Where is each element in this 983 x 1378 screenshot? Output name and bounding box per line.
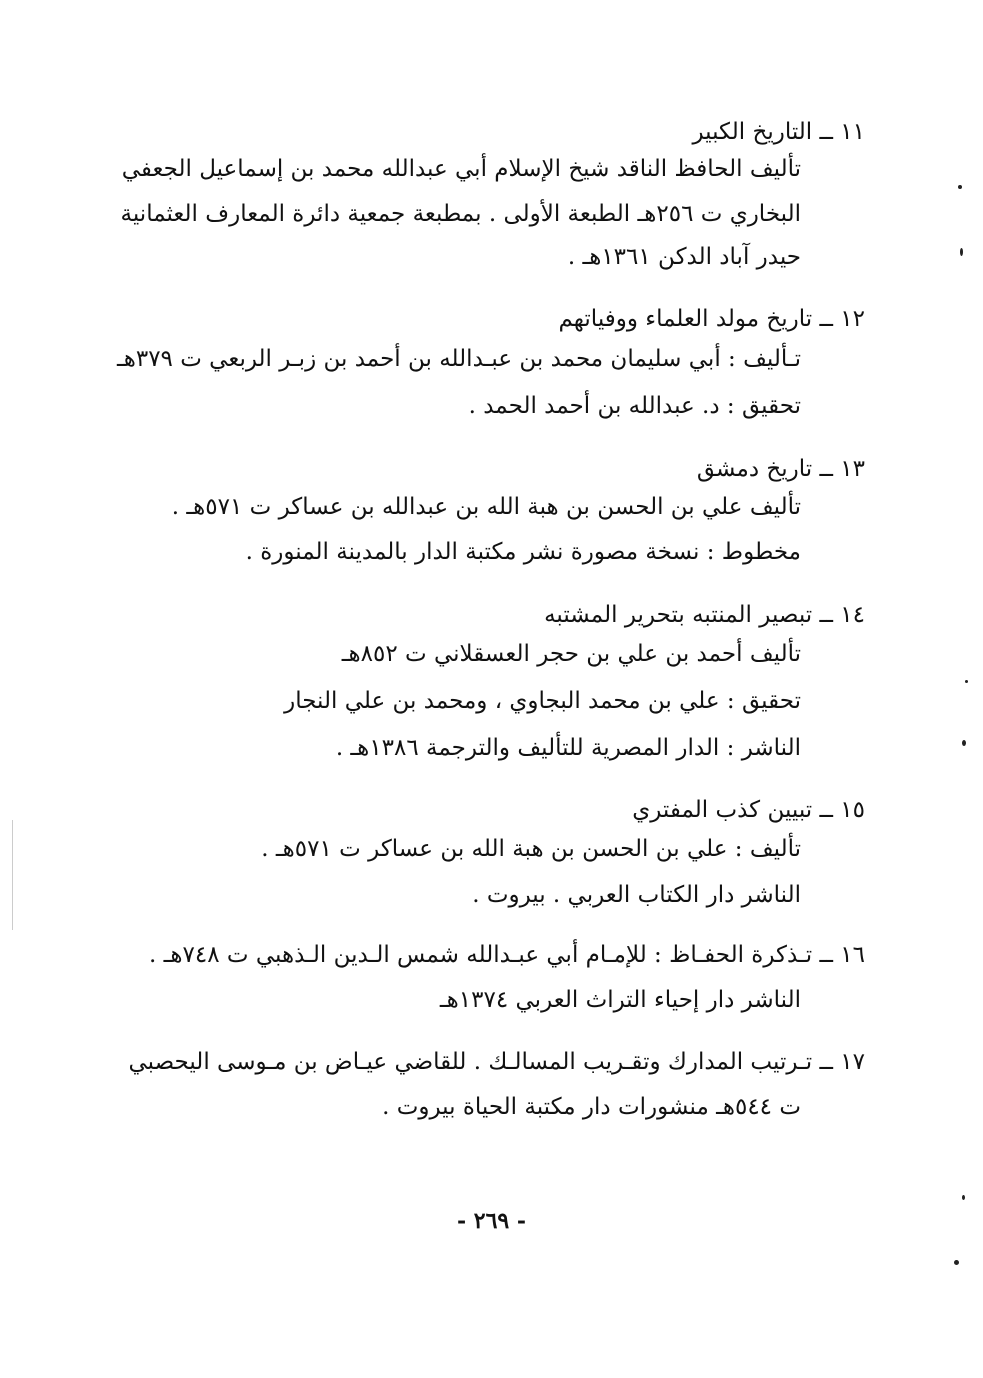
- entry-14-heading: ١٤ ــ تبصير المنتبه بتحرير المشتبه: [544, 602, 865, 628]
- entry-14-line-1: تأليف أحمد بن علي بن حجر العسقلاني ت ٨٥٢هـ: [341, 641, 801, 667]
- scan-speck: [965, 680, 968, 683]
- entry-15-line-2: الناشر دار الكتاب العربي . بيروت .: [472, 882, 801, 908]
- scan-speck: [960, 248, 963, 256]
- entry-14-line-3: الناشر : الدار المصرية للتأليف والترجمة ١٣٨٦هـ .: [335, 735, 801, 761]
- scan-speck: [962, 1195, 965, 1200]
- entry-12-line-1: تـأليف : أبي سليمان محمد بن عبـدالله بن أحمد بن زبـر الربعي ت ٣٧٩هـ: [116, 346, 801, 372]
- entry-13-line-1: تأليف علي بن الحسن بن هبة الله بن عبدالله بن عساكر ت ٥٧١هـ .: [171, 494, 801, 520]
- entry-17-heading: ١٧ ــ تـرتيب المدارك وتقـريب المسالـك . للقاضي عيـاض بن مـوسى اليحصبي: [128, 1049, 865, 1075]
- entry-15-line-1: تأليف : علي بن الحسن بن هبة الله بن عساكر ت ٥٧١هـ .: [261, 836, 801, 862]
- entry-11-heading: ١١ ــ التاريخ الكبير: [692, 119, 865, 145]
- scan-speck: [954, 1260, 959, 1265]
- entry-12-heading: ١٢ ــ تاريخ مولد العلماء ووفياتهم: [558, 306, 865, 332]
- page-number: - ٢٦٩ -: [456, 1208, 527, 1234]
- entry-17-line-1: ت ٥٤٤هـ منشورات دار مكتبة الحياة بيروت .: [382, 1094, 801, 1120]
- entry-13-heading: ١٣ ــ تاريخ دمشق: [696, 456, 865, 482]
- entry-16-line-1: الناشر دار إحياء التراث العربي ١٣٧٤هـ: [439, 987, 801, 1013]
- entry-13-line-2: مخطوط : نسخة مصورة نشر مكتبة الدار بالمدينة المنورة .: [245, 539, 801, 565]
- entry-16-heading: ١٦ ــ تـذكرة الحفـاظ : للإمـام أبي عبـدالله شمس الـدين الـذهبي ت ٧٤٨هـ .: [149, 942, 865, 968]
- entry-12-line-2: تحقيق : د. عبدالله بن أحمد الحمد .: [468, 393, 801, 419]
- entry-11-line-1: تأليف الحافظ الناقد شيخ الإسلام أبي عبدالله محمد بن إسماعيل الجعفي: [121, 156, 801, 182]
- entry-15-heading: ١٥ ــ تبيين كذب المفتري: [632, 797, 865, 823]
- entry-11-line-2: البخاري ت ٢٥٦هـ الطبعة الأولى . بمطبعة جمعية دائرة المعارف العثمانية: [120, 201, 801, 227]
- entry-14-line-2: تحقيق : علي بن محمد البجاوي ، ومحمد بن علي النجار: [284, 688, 801, 714]
- scan-speck: [958, 185, 962, 189]
- entry-11-line-3: حيدر آباد الدكن ١٣٦١هـ .: [567, 244, 801, 270]
- scan-edge-line: [12, 820, 13, 930]
- scan-speck: [962, 740, 966, 746]
